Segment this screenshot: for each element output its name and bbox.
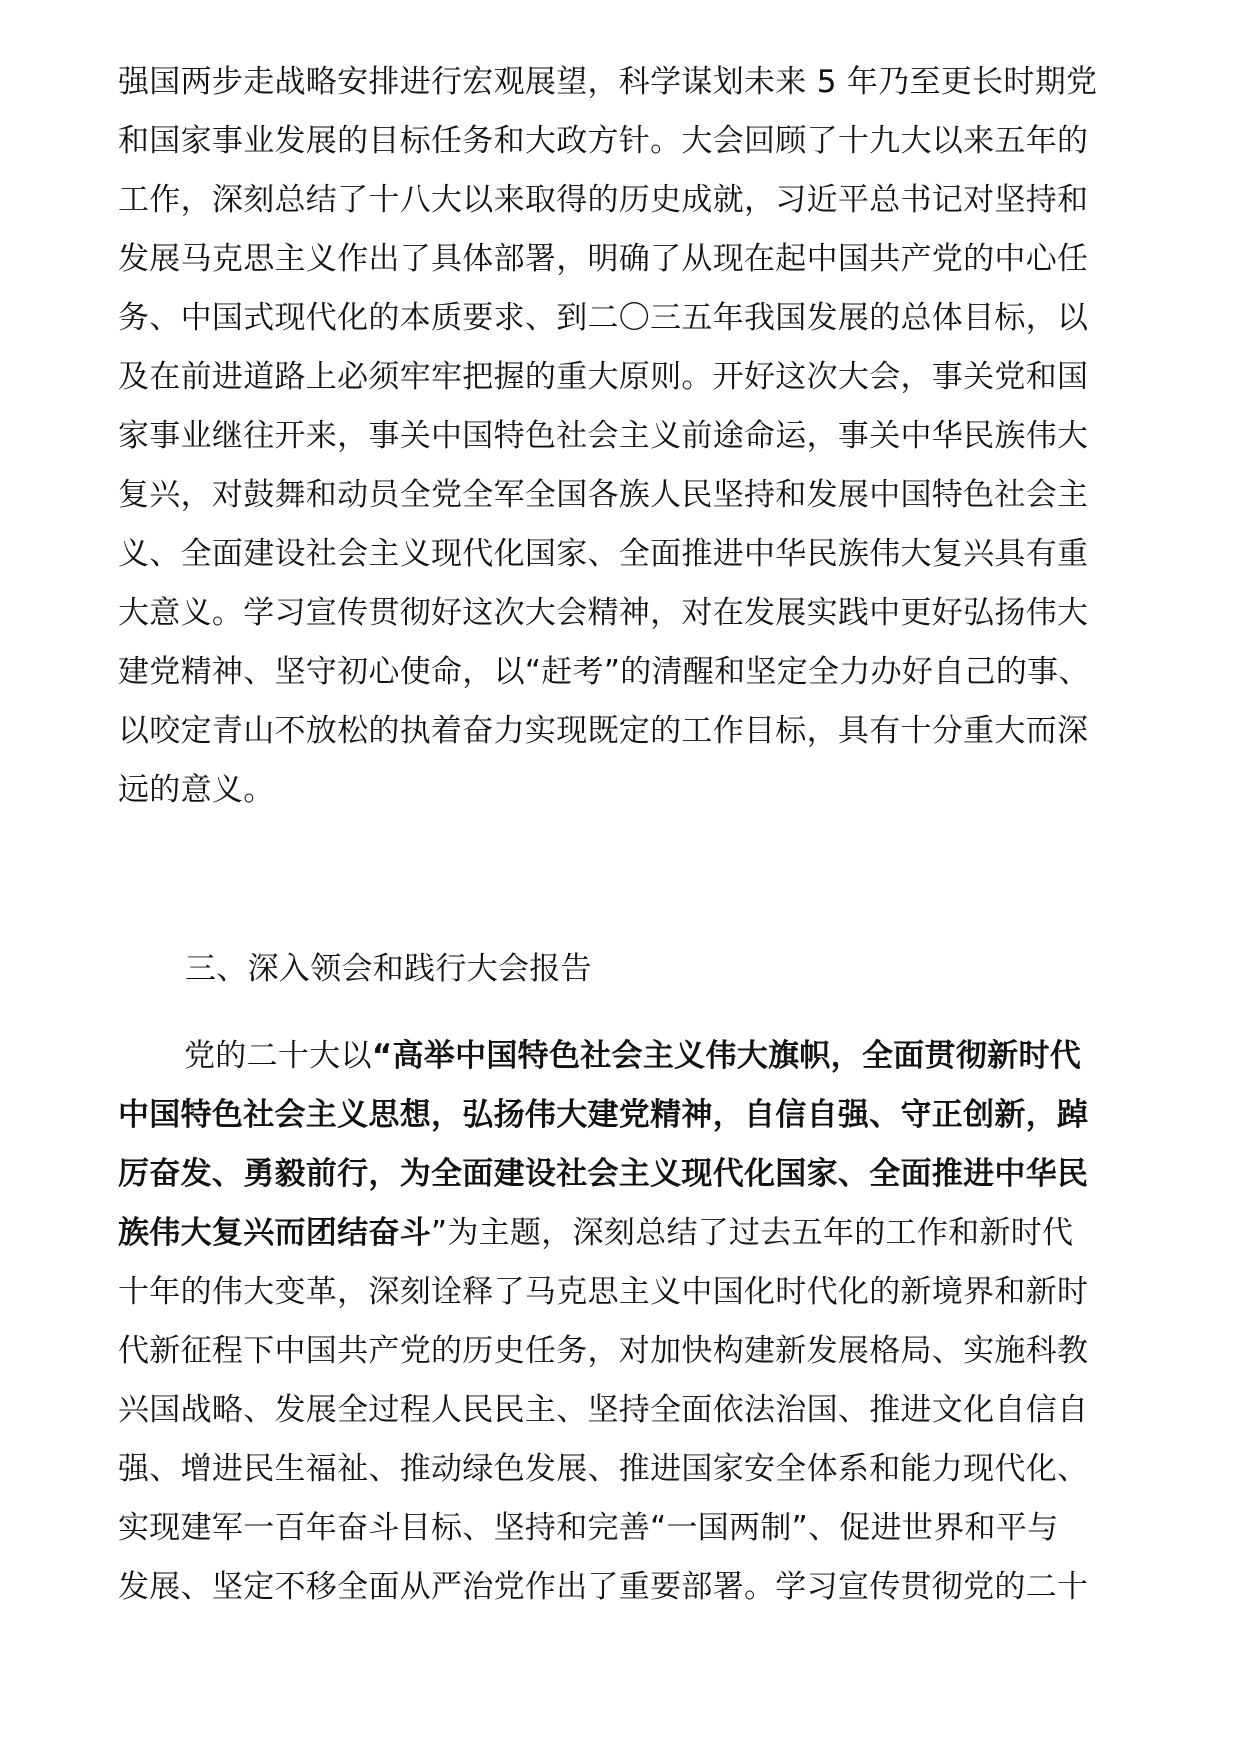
section-heading-text: 三、深入领会和践行大会报告 — [185, 951, 592, 987]
text-line — [118, 1145, 1158, 1204]
text-line: 以咬定青山不放松的执着奋力实现既定的工作目标，具有十分重大而深 — [118, 713, 1089, 749]
plain-text: ”为主题，深刻总结了过去五年的工作和新时代 — [431, 1215, 1074, 1251]
text-line: 及在前进道路上必须牢牢把握的重大原则。开好这次大会，事关党和国 — [118, 359, 1089, 395]
text-line — [118, 1204, 1158, 1263]
text-line: 强、增进民生福祉、推动绿色发展、推进国家安全体系和能力现代化、 — [118, 1451, 1089, 1487]
text-line: 复兴，对鼓舞和动员全党全军全国各族人民坚持和发展中国特色社会主 — [118, 477, 1089, 513]
text-line: 实现建军一百年奋斗目标、坚持和完善“一国两制”、促进世界和平与 — [118, 1510, 1059, 1546]
text-line: 发展马克思主义作出了具体部署，明确了从现在起中国共产党的中心任 — [118, 241, 1089, 277]
bold-theme-text: 厉奋发、勇毅前行，为全面建设社会主义现代化国家、全面推进中华民 — [118, 1156, 1089, 1192]
bold-theme-text: 族伟大复兴而团结奋斗 — [118, 1215, 431, 1251]
text-line: 工作，深刻总结了十八大以来取得的历史成就，习近平总书记对坚持和 — [118, 182, 1089, 218]
text-line: 发展、坚定不移全面从严治党作出了重要部署。学习宣传贯彻党的二十 — [118, 1569, 1089, 1605]
text-line: 家事业继往开来，事关中国特色社会主义前途命运，事关中华民族伟大 — [118, 418, 1089, 454]
text-line: 强国两步走战略安排进行宏观展望，科学谋划未来 5 年乃至更长时期党 — [118, 64, 1098, 100]
text-line: 代新征程下中国共产党的历史任务，对加快构建新发展格局、实施科教 — [118, 1333, 1089, 1369]
plain-text: 党的二十大以 — [184, 1038, 372, 1074]
text-line: 务、中国式现代化的本质要求、到二〇三五年我国发展的总体目标，以 — [118, 300, 1089, 336]
text-line — [118, 1086, 1158, 1145]
text-line: 十年的伟大变革，深刻诠释了马克思主义中国化时代化的新境界和新时 — [118, 1274, 1089, 1310]
section-heading — [185, 940, 1225, 999]
text-line: 兴国战略、发展全过程人民民主、坚持全面依法治国、推进文化自信自 — [118, 1392, 1089, 1428]
text-line — [118, 1027, 1158, 1086]
bold-theme-text: “高举中国特色社会主义伟大旗帜，全面贯彻新时代 — [371, 1038, 1082, 1074]
text-line: 义、全面建设社会主义现代化国家、全面推进中华民族伟大复兴具有重 — [118, 536, 1089, 572]
text-line: 和国家事业发展的目标任务和大政方针。大会回顾了十九大以来五年的 — [118, 123, 1089, 159]
paragraph-2 — [118, 1027, 1158, 1617]
text-line: 远的意义。 — [118, 772, 275, 808]
text-line: 大意义。学习宣传贯彻好这次大会精神，对在发展实践中更好弘扬伟大 — [118, 595, 1089, 631]
bold-theme-text: 中国特色社会主义思想，弘扬伟大建党精神，自信自强、守正创新，踔 — [118, 1097, 1089, 1133]
text-line: 建党精神、坚守初心使命，以“赶考”的清醒和坚定全力办好自己的事、 — [118, 654, 1090, 690]
paragraph-1 — [118, 53, 1158, 820]
